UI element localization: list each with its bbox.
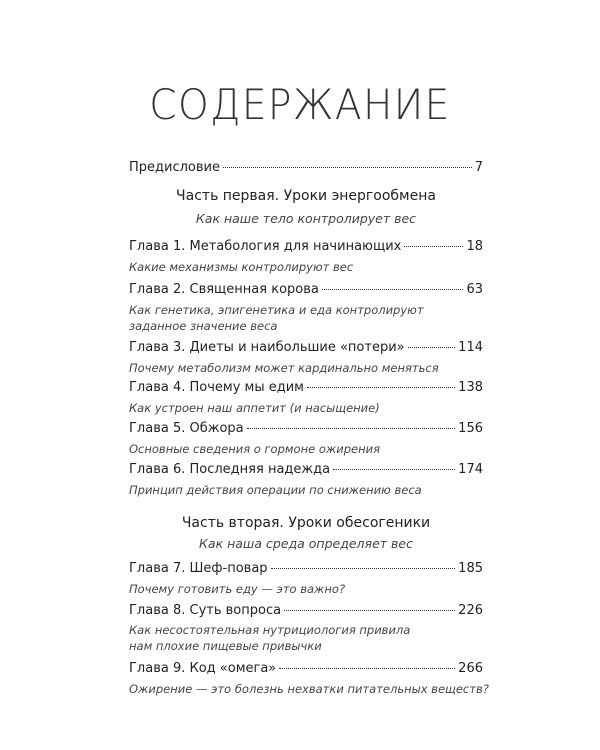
dot-leader — [404, 246, 463, 247]
toc-entry-chapter-8 — [129, 603, 483, 618]
toc-entry-label: Глава 9. Код «омега» — [129, 661, 277, 676]
toc-entry-label: Глава 7. Шеф-повар — [129, 561, 268, 576]
toc-entry-label: Глава 3. Диеты и наибольшие «потери» — [129, 340, 405, 355]
toc-entry-label: Глава 4. Почему мы едим — [129, 380, 304, 395]
chapter-description: Почему метаболизм может кардинально меняться — [129, 361, 439, 375]
toc-page-number: 156 — [458, 421, 483, 436]
toc-entry-label: Глава 2. Священная корова — [129, 282, 319, 297]
chapter-description: Ожирение — это болезнь нехватки питательных веществ? — [129, 682, 489, 696]
dot-leader — [284, 610, 455, 611]
dot-leader — [247, 428, 456, 429]
toc-page-number: 63 — [466, 282, 483, 297]
toc-entry-label: Глава 8. Суть вопроса — [129, 603, 282, 618]
toc-entry-label: Глава 1. Метабология для начинающих — [129, 239, 402, 254]
toc-page-number: 185 — [458, 561, 483, 576]
toc-entry-label: Предисловие — [129, 160, 220, 175]
chapter-description: Какие механизмы контролируют вес — [129, 260, 354, 274]
toc-page-number: 18 — [466, 239, 483, 254]
chapter-description: Как генетика, эпигенетика и еда контролируют — [129, 303, 424, 317]
toc-entry-chapter-4 — [129, 380, 483, 395]
chapter-description: нам плохие пищевые привычки — [129, 639, 322, 653]
toc-entry-chapter-9 — [129, 661, 483, 676]
toc-entry-chapter-3 — [129, 340, 483, 355]
toc-entry-label: Глава 6. Последняя надежда — [129, 462, 331, 477]
dot-leader — [271, 568, 456, 569]
toc-page-number: 226 — [458, 603, 483, 618]
part-one-title: Часть первая. Уроки энергообмена — [176, 188, 436, 204]
dot-leader — [408, 347, 456, 348]
chapter-description: Основные сведения о гормоне ожирения — [129, 442, 380, 456]
toc-entry-chapter-7 — [129, 561, 483, 576]
part-one-subtitle: Как наше тело контролирует вес — [195, 211, 417, 226]
toc-page-number: 138 — [458, 380, 483, 395]
toc-entry-chapter-5 — [129, 421, 483, 436]
chapter-description: Почему готовить еду — это важно? — [129, 582, 346, 596]
toc-page-number: 266 — [458, 661, 483, 676]
toc-page-number: 7 — [474, 160, 483, 175]
chapter-description: Как устроен наш аппетит (и насыщение) — [129, 401, 380, 415]
toc-entry-label: Глава 5. Обжора — [129, 421, 244, 436]
toc-page-number: 174 — [458, 462, 483, 477]
toc-entry-chapter-2 — [129, 282, 483, 297]
dot-leader — [333, 469, 455, 470]
toc-entry-preface — [129, 160, 483, 175]
dot-leader — [279, 668, 455, 669]
dot-leader — [307, 387, 455, 388]
chapter-description: Принцип действия операции по снижению веса — [129, 483, 422, 497]
part-two-title: Часть вторая. Уроки обесогеники — [181, 515, 431, 531]
toc-entry-chapter-1 — [129, 239, 483, 254]
dot-leader — [322, 289, 464, 290]
page-title: СОДЕРЖАНИЕ — [149, 80, 451, 129]
chapter-description: заданное значение веса — [129, 319, 278, 333]
part-two-subtitle: Как наша среда определяет вес — [199, 536, 413, 551]
dot-leader — [223, 167, 472, 168]
chapter-description: Как несостоятельная нутрициология привила — [129, 623, 411, 637]
toc-page-number: 114 — [458, 340, 483, 355]
toc-entry-chapter-6 — [129, 462, 483, 477]
